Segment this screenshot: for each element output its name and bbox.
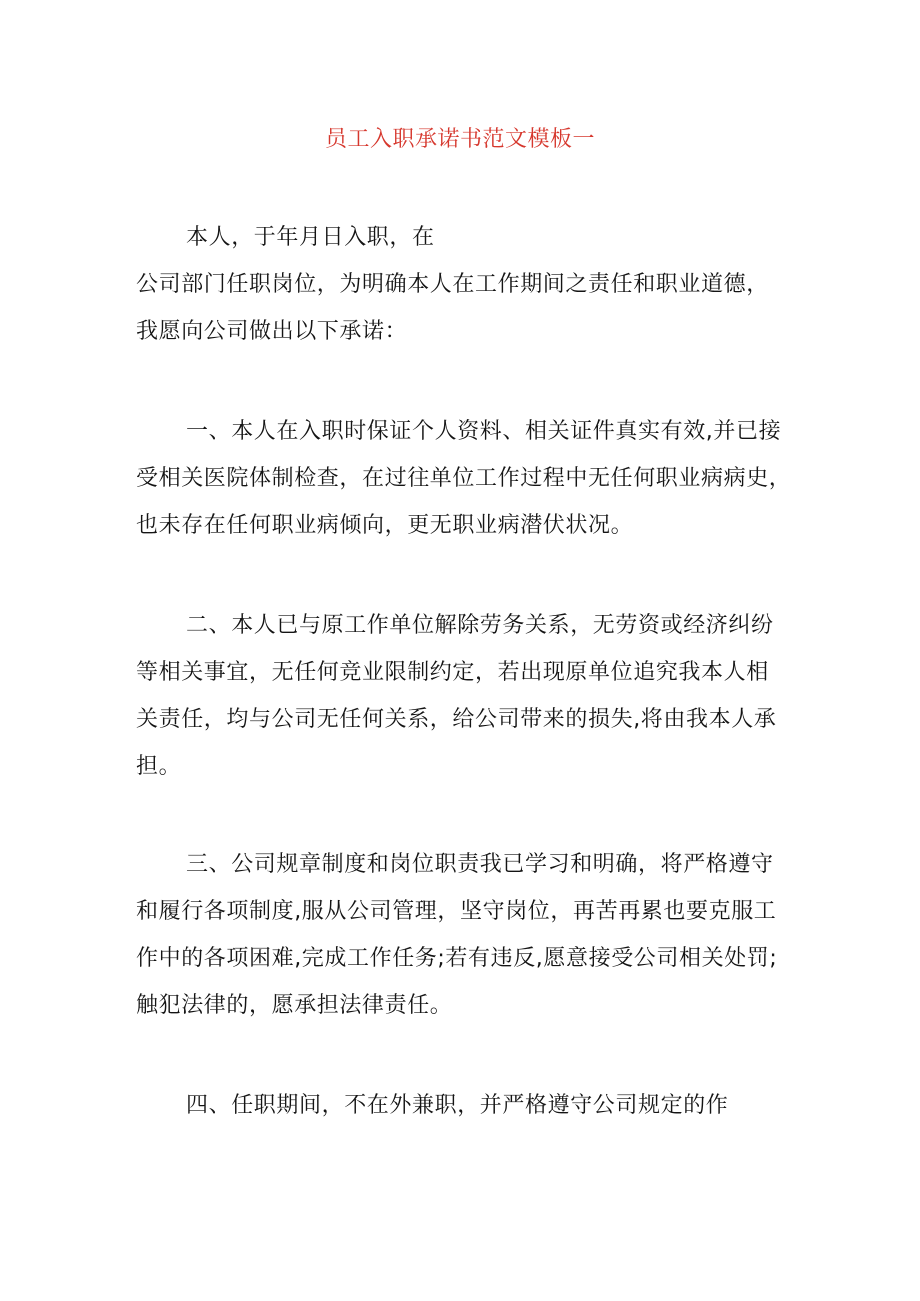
section-4-line-1: 四、任职期间，不在外兼职，并严格遵守公司规定的作: [186, 1093, 729, 1118]
section-3-line-4: 触犯法律的，愿承担法律责任。: [136, 993, 453, 1018]
section-2-line-1: 二、本人已与原工作单位解除劳务关系，无劳资或经济纠纷: [186, 613, 774, 638]
section-1-line-1: 一、本人在入职时保证个人资料、相关证件真实有效,并已接: [186, 419, 782, 444]
document-title: 员工入职承诺书范文模板一: [324, 127, 595, 152]
section-2-line-3: 关责任，均与公司无任何关系，给公司带来的损失,将由我本人承: [136, 707, 777, 732]
intro-line-2: 公司部门任职岗位，为明确本人在工作期间之责任和职业道德，: [136, 272, 769, 297]
section-2-line-4: 担。: [136, 754, 182, 779]
section-2-line-2: 等相关事宜，无任何竞业限制约定，若出现原单位追究我本人相: [136, 660, 769, 685]
intro-line-3: 我愿向公司做出以下承诺：: [136, 319, 408, 344]
section-3-line-3: 作中的各项困难,完成工作任务;若有违反,愿意接受公司相关处罚;: [136, 946, 778, 971]
section-1-line-3: 也未存在任何职业病倾向，更无职业病潜伏状况。: [136, 513, 634, 538]
section-3-line-1: 三、公司规章制度和岗位职责我已学习和明确，将严格遵守: [186, 852, 774, 877]
section-1-line-2: 受相关医院体制检查，在过往单位工作过程中无任何职业病病史，: [136, 466, 792, 491]
intro-line-1: 本人，于年月日入职，在: [186, 225, 435, 250]
section-3-line-2: 和履行各项制度,服从公司管理，坚守岗位，再苦再累也要克服工: [136, 899, 777, 924]
